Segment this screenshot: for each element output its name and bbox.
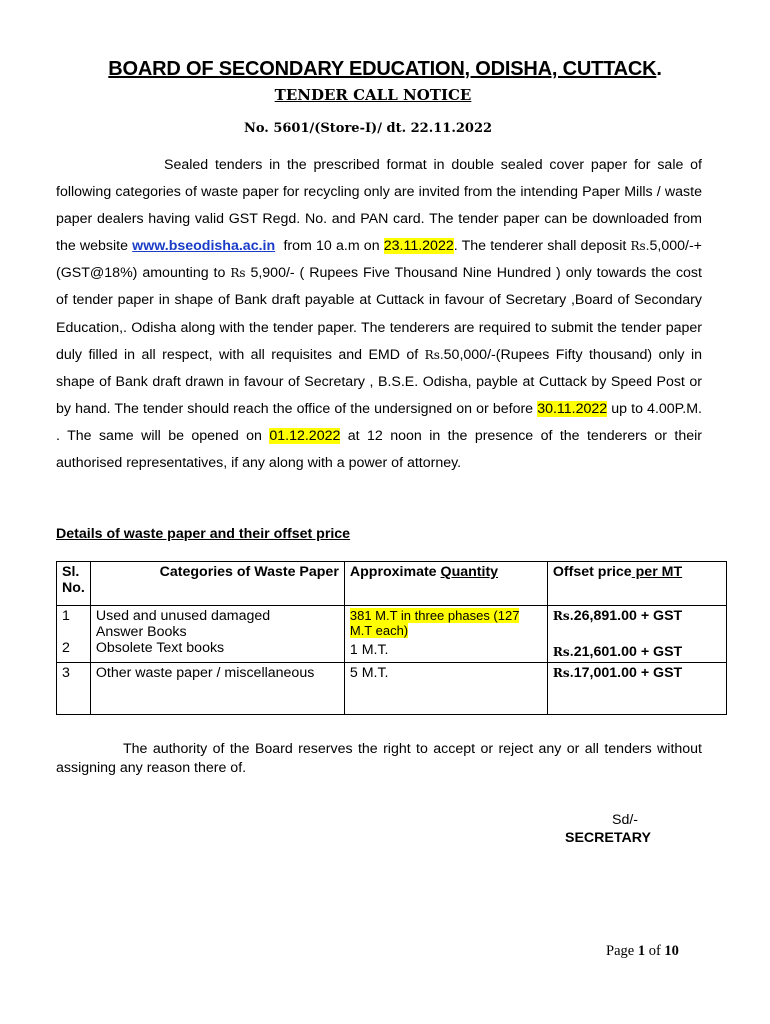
submission-date: 30.11.2022: [537, 400, 608, 417]
row-quantity: 5 M.T.: [344, 663, 547, 715]
row-price: Rs.17,001.00 + GST: [547, 663, 726, 715]
row-category: Other waste paper / miscellaneous: [90, 663, 344, 715]
tender-call-notice-heading: TENDER CALL NOTICE: [274, 86, 472, 104]
closing-paragraph: The authority of the Board reserves the right to accept or reject any or all tenders without assigning any reason there of.: [56, 741, 702, 776]
row-price: Rs.26,891.00 + GST Rs.21,601.00 + GST: [547, 606, 726, 663]
page-number: Page 1 of 10: [606, 943, 679, 959]
reference-number: No. 5601/(Store-I)/ dt. 22.11.2022: [243, 121, 493, 136]
opening-date: 01.12.2022: [269, 427, 341, 444]
waste-paper-table: [56, 561, 727, 715]
details-heading: Details of waste paper and their offset price: [56, 526, 351, 542]
signature-sd: Sd/-: [612, 812, 639, 828]
download-date: 23.11.2022: [383, 238, 454, 255]
website-link[interactable]: www.bseodisha.ac.in: [132, 238, 276, 255]
header-quantity: Approximate Quantity: [344, 562, 547, 606]
signature-designation: SECRETARY: [565, 830, 651, 846]
header-category: Categories of Waste Paper: [90, 562, 344, 606]
table-header-row: [57, 562, 727, 606]
table-row: [57, 663, 727, 715]
row-quantity: 381 M.T in three phases (127 M.T each) 1 M.T.: [344, 606, 547, 663]
header-sl-no: Sl. No.: [57, 562, 91, 606]
table-row: [57, 606, 727, 663]
row-sl: 1 2: [57, 606, 91, 663]
row-category: Used and unused damaged Answer Books Obsolete Text books: [90, 606, 344, 663]
tender-description-paragraph: Sealed tenders in the prescribed format in double sealed cover paper for sale of following categories of waste paper for recycling only are invited from the intending Paper Mills / waste paper dealers having valid GST Regd. No. and PAN card. The tender paper can be downloaded from the website www.bseodisha.ac.in from 10 a.m on 23.11.2022. The tenderer shall deposit Rs.5,000/-+(GST@18%) amounting to Rs 5,900/- ( Rupees Five Thousand Nine Hundred ) only towards the cost of tender paper in shape of Bank draft payable at Cuttack in favour of Secretary ,Board of Secondary Education,. Odisha along with the tender paper. The tenderers are required to submit the tender paper duly filled in all respect, with all requisites and EMD of Rs.50,000/-(Rupees Fifty thousand) only in shape of Bank draft drawn in favour of Secretary , B.S.E. Odisha, payble at Cuttack by Speed Post or by hand. The tender should reach the office of the undersigned on or before 30.11.2022 up to 4.00P.M. . The same will be opened on 01.12.2022 at 12 noon in the presence of the tenderers or their authorised representatives, if any along with a power of attorney.: [56, 157, 702, 472]
header-offset-price: Offset price per MT: [547, 562, 726, 606]
document-title: BOARD OF SECONDARY EDUCATION, ODISHA, CUTTACK.: [108, 58, 662, 80]
quantity-highlight: 381 M.T in three phases (127 M.T each): [349, 608, 520, 638]
row-sl: 3: [57, 663, 91, 715]
